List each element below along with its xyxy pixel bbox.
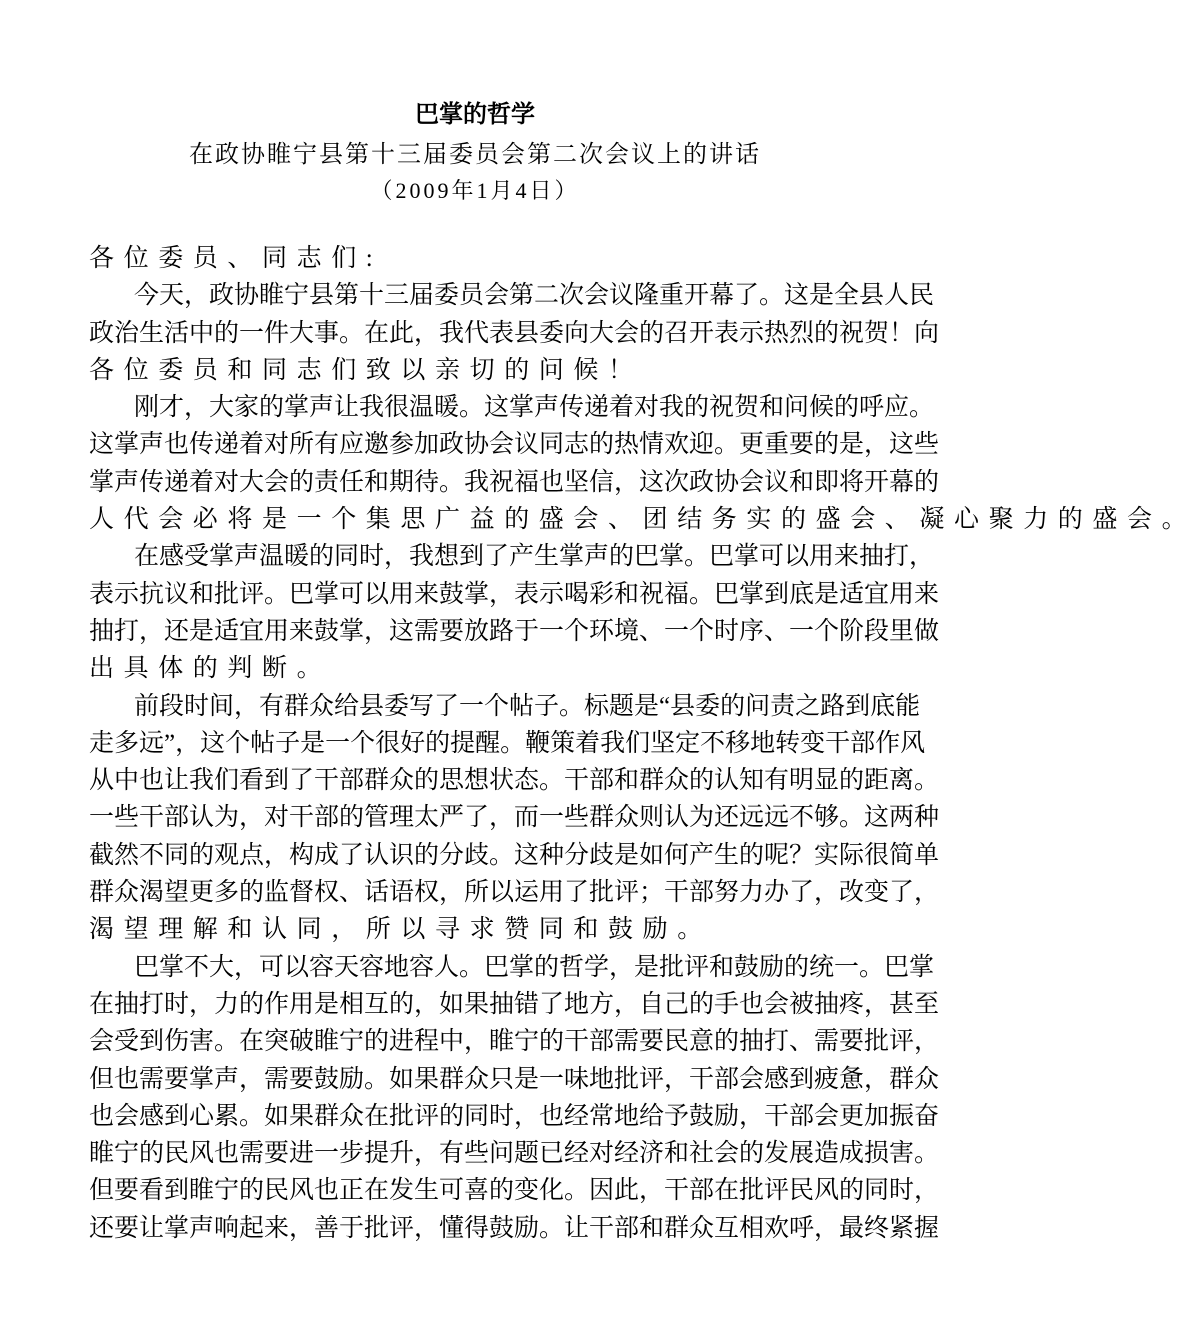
text-line: 今天，政协睢宁县第十三届委员会第二次会议隆重开幕了。这是全县人民 [134,282,935,310]
text-line: 前段时间，有群众给县委写了一个帖子。标题是“县委的问责之路到底能 [134,692,921,720]
text-line: 走多远”，这个帖子是一个很好的提醒。鞭策着我们坚定不移地转变干部作风 [89,729,926,757]
document-title: 巴掌的哲学 [415,102,535,128]
text-line: 在抽打时，力的作用是相互的，如果抽错了地方，自己的手也会被抽疼，甚至 [89,990,940,1018]
text-line: 出具体的判断。 [89,655,332,683]
text-line: 各位委员、同志们: [89,245,383,272]
text-line: 各位委员和同志们致以亲切的问候！ [89,356,643,384]
text-line: 刚才，大家的掌声让我很温暖。这掌声传递着对我的祝贺和问候的呼应。 [134,394,935,422]
text-line: 一些干部认为，对干部的管理太严了，而一些群众则认为还远远不够。这两种 [89,804,940,832]
text-line: 渴望理解和认同，所以寻求赞同和鼓励。 [89,916,712,944]
text-line: 截然不同的观点，构成了认识的分歧。这种分歧是如何产生的呢？实际很简单 [89,841,940,869]
text-line: 这掌声也传递着对所有应邀参加政协会议同志的热情欢迎。更重要的是，这些 [89,431,940,459]
text-line: 睢宁的民风也需要进一步提升，有些问题已经对经济和社会的发展造成损害。 [89,1140,940,1168]
text-line: 在感受掌声温暖的同时，我想到了产生掌声的巴掌。巴掌可以用来抽打， [134,543,935,571]
document-body [89,240,1196,1247]
document-date: （2009年1月4日） [370,178,580,203]
text-line: 抽打，还是适宜用来鼓掌，这需要放路于一个环境、一个时序、一个阶段里做 [89,617,940,645]
text-line: 也会感到心累。如果群众在批评的同时，也经常地给予鼓励，干部会更加振奋 [89,1102,940,1130]
text-line: 还要让掌声响起来，善于批评，懂得鼓励。让干部和群众互相欢呼，最终紧握 [89,1214,940,1242]
text-line: 人代会必将是一个集思广益的盛会、团结务实的盛会、凝心聚力的盛会。 [89,506,1196,534]
text-line: 但也需要掌声，需要鼓励。如果群众只是一味地批评，干部会感到疲惫，群众 [89,1065,940,1093]
text-line: 但要看到睢宁的民风也正在发生可喜的变化。因此，干部在批评民风的同时， [89,1177,940,1205]
document-subtitle: 在政协睢宁县第十三届委员会第二次会议上的讲话 [189,142,761,168]
text-line: 会受到伤害。在突破睢宁的进程中，睢宁的干部需要民意的抽打、需要批评， [89,1028,940,1056]
text-line: 掌声传递着对大会的责任和期待。我祝福也坚信，这次政协会议和即将开幕的 [89,468,940,496]
text-line: 巴掌不大，可以容天容地容人。巴掌的哲学，是批评和鼓励的统一。巴掌 [134,953,935,981]
text-line: 从中也让我们看到了干部群众的思想状态。干部和群众的认知有明显的距离。 [89,767,940,795]
text-line: 群众渴望更多的监督权、话语权，所以运用了批评；干部努力办了，改变了， [89,879,940,907]
text-line: 政治生活中的一件大事。在此，我代表县委向大会的召开表示热烈的祝贺！向 [89,319,940,347]
text-line: 表示抗议和批评。巴掌可以用来鼓掌，表示喝彩和祝福。巴掌到底是适宜用来 [89,580,940,608]
